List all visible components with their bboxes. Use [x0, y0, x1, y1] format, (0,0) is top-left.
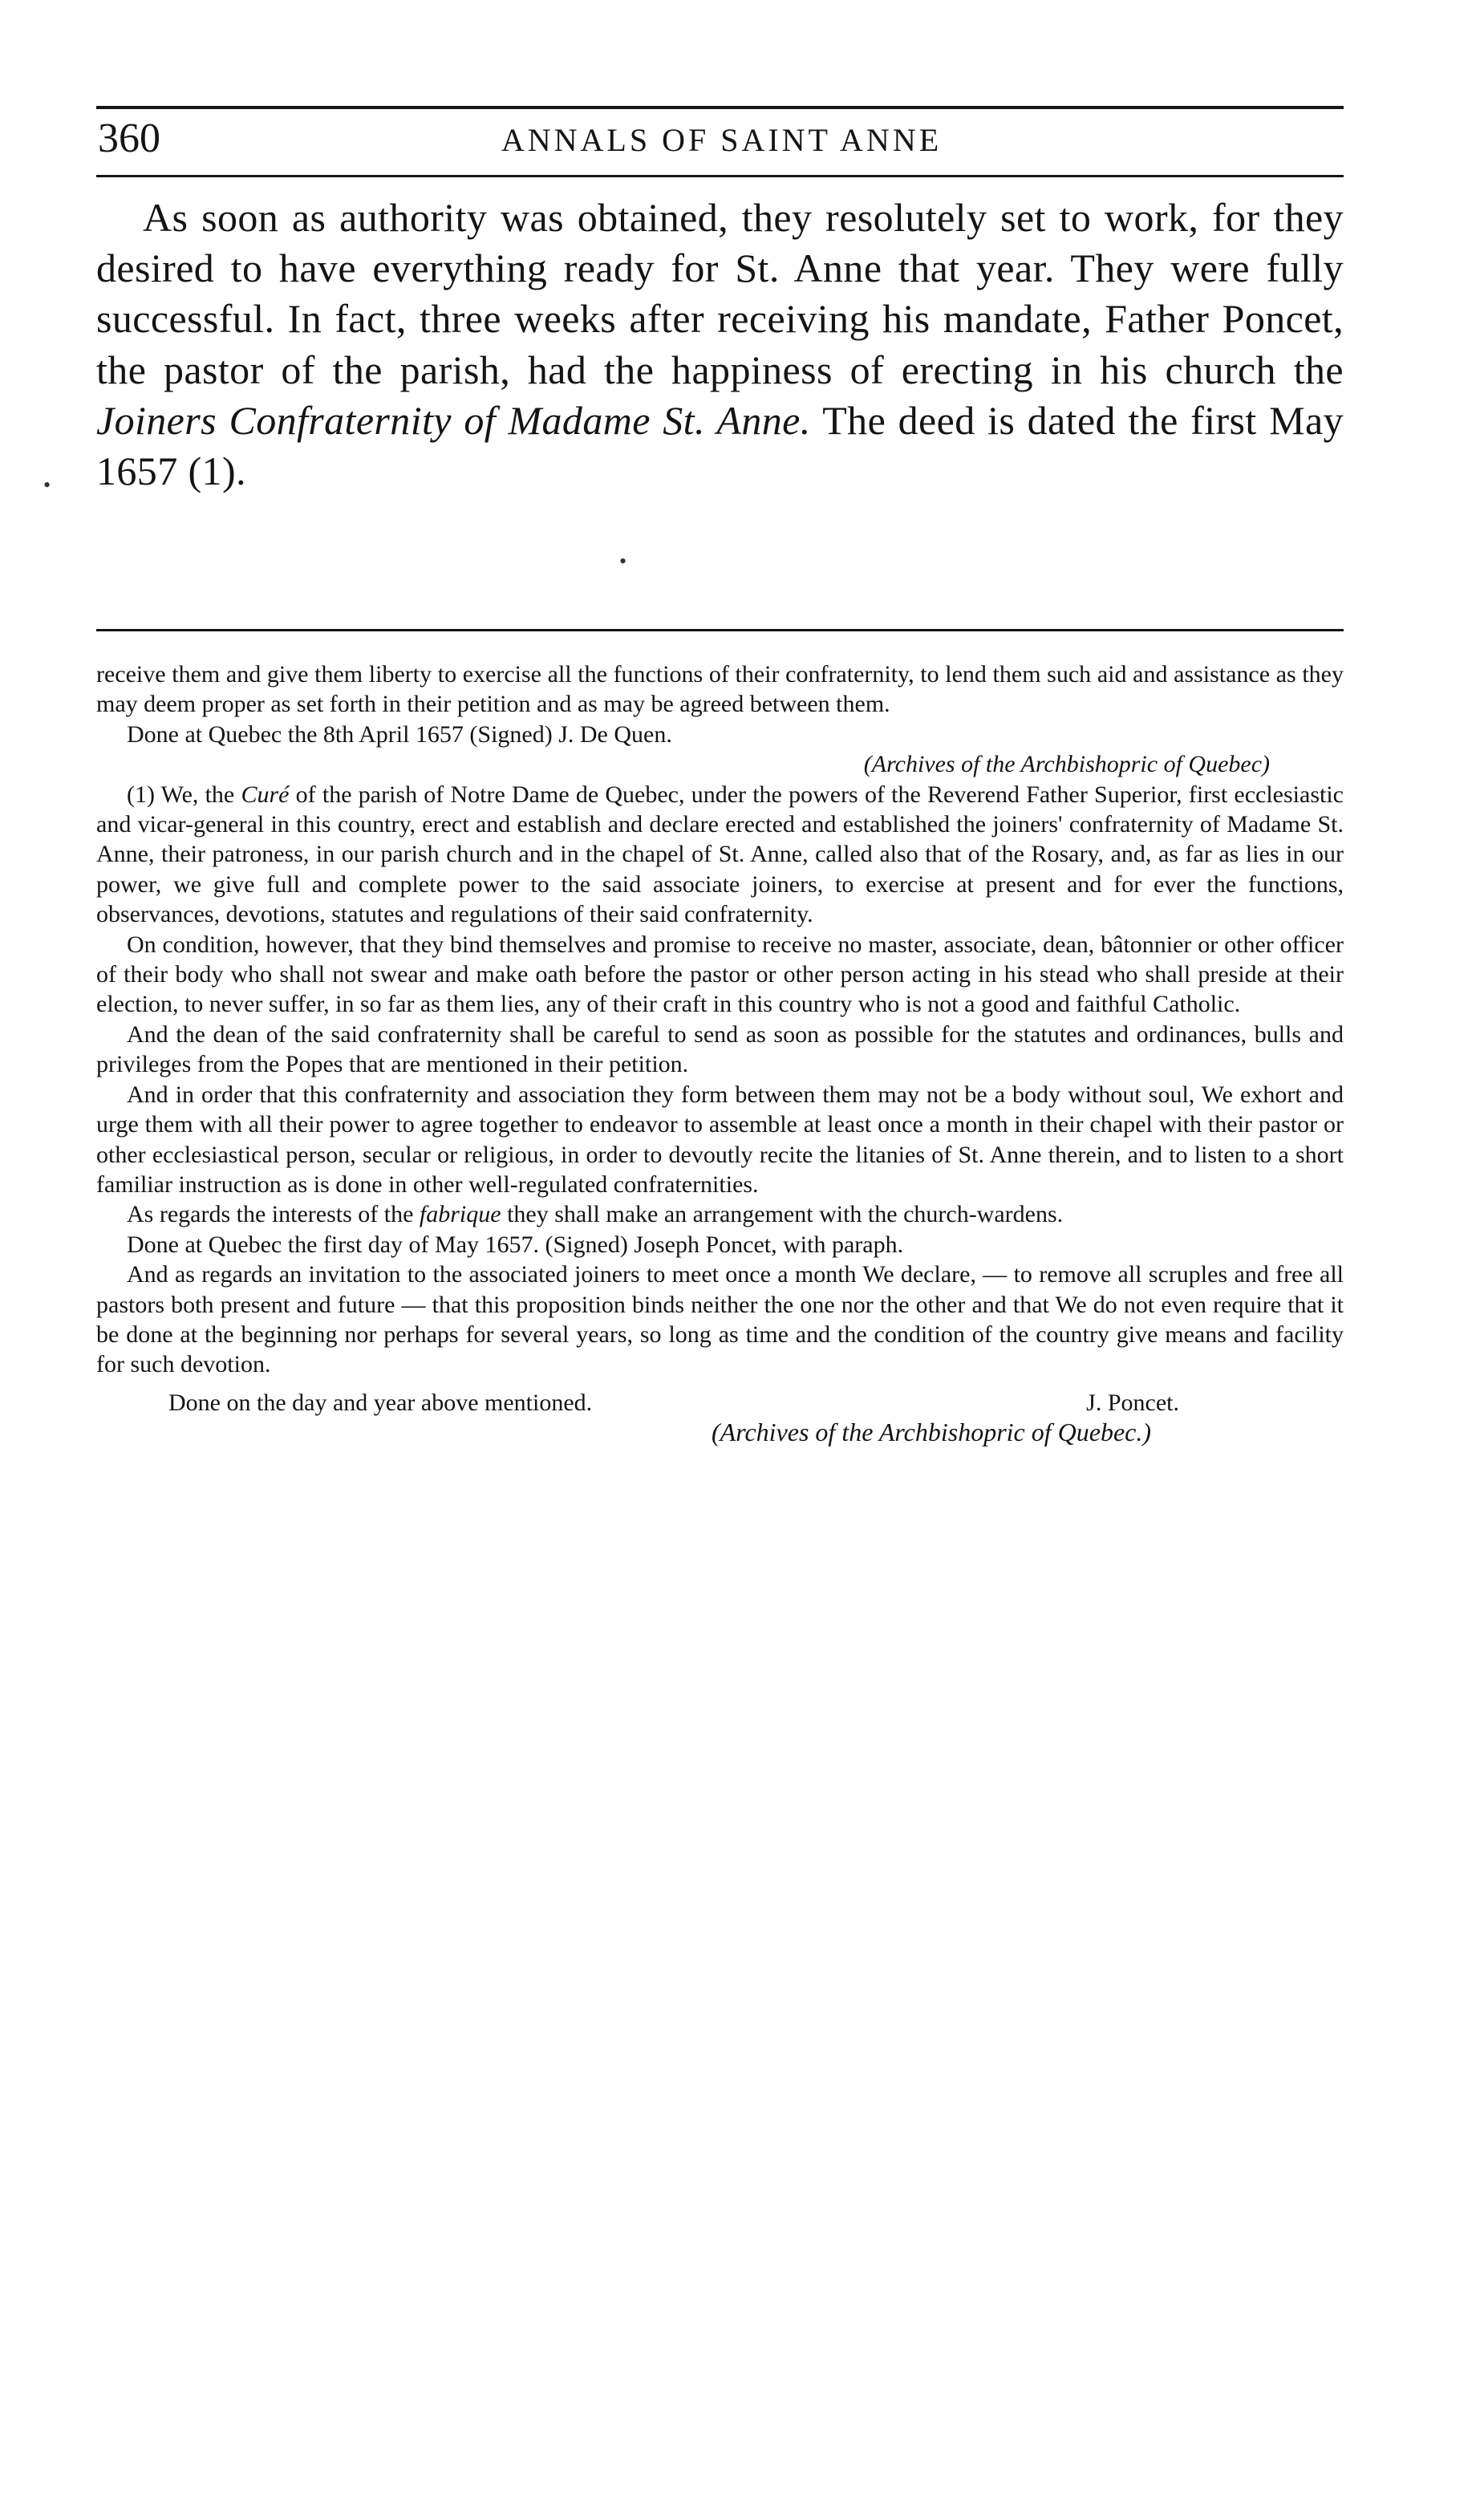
fabrique-paragraph	[96, 1199, 1344, 1229]
margin-mark: •	[43, 473, 51, 497]
footnote-1-start: (1) We, the	[127, 781, 241, 808]
on-condition-paragraph: On condition, however, that they bind themselves and promise to receive no master, associate, dean, bâtonnier or other officer of their body who shall not swear and make oath before the pastor or other person acting in his stead who shall preside at their election, to never suffer, in so far as them lies, any of their craft in this country who is not a good and faithful Catholic.	[96, 931, 1344, 1018]
done-at-quebec-april: Done at Quebec the 8th April 1657 (Signed) J. De Quen.	[127, 720, 672, 748]
header-top-rule	[96, 106, 1344, 109]
done-on-day-line	[96, 1388, 1344, 1418]
archives-citation-final: (Archives of the Archbishopric of Quebec.)	[712, 1418, 1151, 1447]
fabrique-end: they shall make an arrangement with the church-wardens.	[501, 1201, 1064, 1228]
archives-citation: (Archives of the Archbishopric of Quebec)	[863, 751, 1270, 778]
fabrique-start: As regards the interests of the	[127, 1201, 420, 1228]
page-number: 360	[98, 116, 160, 161]
stray-dot: •	[619, 550, 627, 573]
order-paragraph: And in order that this confraternity and association they form between them may not be a body without soul, We exhort and urge them with all their power to agree together to endeavor to assemble at least once a month in their chapel with their pastor or other ecclesiastical person, secular or religious, in order to devoutly recite the litanies of St. Anne therein, and to listen to a short familiar instruction as is done in other well-regulated confraternities.	[96, 1081, 1344, 1198]
dean-paragraph: And the dean of the said confraternity shall be careful to send as soon as possible for the statutes and ordinances, bulls and privileges from the Popes that are mentioned in their petition.	[96, 1020, 1344, 1078]
main-text-end: The deed is dated the first May 1657 (1).	[96, 397, 1344, 494]
footnote-1-rest: of the parish of Notre Dame de Quebec, under the powers of the Reverend Father Superior, first ecclesiastic and vicar-general in this country, erect and establish and declare erected and established the joiners' confraternity of Madame St. Anne, their patroness, in our parish church and in the chapel of St. Anne, called also that of the Rosary, and, as far as lies in our power, we give full and complete power to the said associate joiners, to exercise at present and for ever the functions, observances, devotions, statutes and regulations of their said confraternity.	[96, 781, 1344, 928]
confraternity-title: Joiners Confraternity of Madame St. Anne.	[96, 397, 811, 443]
signature: J. Poncet.	[1086, 1389, 1179, 1416]
footnote-separator	[96, 629, 1344, 631]
invitation-paragraph: And as regards an invitation to the associated joiners to meet once a month We declare, — to remove all scruples and free all pastors both present and future — that this proposition binds neither the one nor the other and that We do not even require that it be done at the beginning nor perhaps for several years, so long as time and the condition of the country give means and facility for such devotion.	[96, 1261, 1344, 1378]
page-header	[98, 115, 1345, 171]
cure-word: Curé	[241, 781, 290, 808]
running-title: ANNALS OF SAINT ANNE	[501, 122, 943, 158]
main-text	[96, 193, 1344, 497]
header-bottom-rule	[96, 175, 1344, 177]
fabrique-word: fabrique	[419, 1201, 501, 1228]
main-paragraph	[96, 193, 1344, 497]
done-at-quebec-may: Done at Quebec the first day of May 1657. (Signed) Joseph Poncet, with paraph.	[127, 1231, 904, 1258]
footnotes	[96, 659, 1344, 1448]
footnote-continuation: receive them and give them liberty to exercise all the functions of their confraternity, to lend them such aid and assistance as they may deem proper as set forth in their petition and as may be agreed between them.	[96, 661, 1344, 718]
main-text-start: As soon as authority was obtained, they resolutely set to work, for they desired to have everything ready for St. Anne that year. They were fully successful. In fact, three weeks after receiving his mandate, Father Poncet, the pastor of the parish, had the happiness of erecting in his church the	[96, 195, 1344, 392]
done-on-day: Done on the day and year above mentioned.	[168, 1389, 593, 1416]
footnote-1	[96, 780, 1344, 930]
